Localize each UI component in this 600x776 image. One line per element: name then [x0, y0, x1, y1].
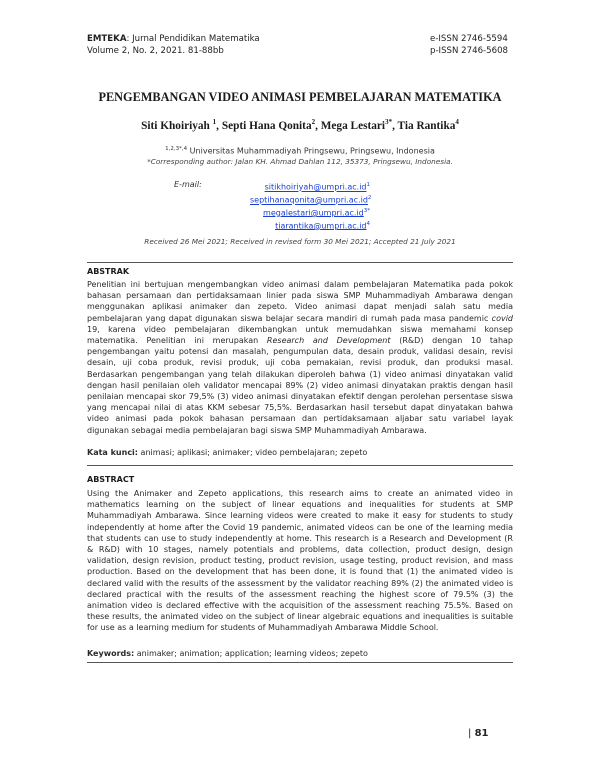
abstract-keywords [87, 648, 513, 659]
abstrak-text-3: (R&D) dengan 10 tahap pengembangan yaitu potensi dan masalah, pengumpulan data, desain produk, validasi desain, revisi desain, uji coba produk, revisi produk, uji coba pemakaian, revisi produk, dan produksi masal. Berdasarkan pengembangan yang telah dilakukan diperoleh bahwa (1) video animasi dinyatakan valid dengan hasil penilaian oleh validator mencapai 89% (2) video animasi dinyatakan praktis dengan hasil penilaian mencapai skor 79,5% (3) video animasi dinyatakan efektif dengan perolehan persentase siswa yang mencapai nilai di atas KKM sebesar 75,5%. Berdasarkan hasil tersebut dapat dinyatakan bahwa video animasi pada pokok bahasan persamaan dan pertidaksamaan aljabar satu variabel layak digunakan sebagai media pembelajaran bagi siswa SMP Muhammadiyah Ambarawa. [87, 336, 514, 435]
affiliation-text: Universitas Muhammadiyah Pringsewu, Pringsewu, Indonesia [187, 146, 435, 156]
affiliation-sup: 1,2,3*,4 [165, 146, 188, 152]
email-sup: 3* [363, 207, 370, 214]
received-dates: Received 26 Mei 2021; Received in revised form 30 Mei 2021; Accepted 21 July 2021 [144, 237, 456, 246]
section-divider [87, 465, 513, 466]
section-divider [87, 662, 513, 663]
email-link[interactable]: septihanaqonita@umpri.ac.id [250, 195, 368, 205]
keywords-label: Kata kunci: [87, 448, 138, 457]
journal-header-left [87, 33, 260, 57]
email-sup: 1 [366, 182, 370, 188]
author-sup: 1 [212, 118, 217, 127]
section-divider [87, 262, 513, 263]
journal-name: EMTEKA [87, 34, 127, 44]
email-link[interactable]: megalestari@umpri.ac.id [263, 208, 364, 218]
abstrak-keywords [87, 447, 513, 458]
author-name: Tia Rantika [397, 120, 456, 132]
eissn: e-ISSN 2746-5594 [430, 34, 508, 44]
journal-header-right [430, 33, 508, 57]
keywords-text: animasi; aplikasi; animaker; video pembelajaran; zepeto [138, 448, 368, 457]
abstrak-heading: ABSTRAK [87, 267, 130, 276]
keywords-text: animaker; animation; application; learning videos; zepeto [134, 649, 368, 658]
abstract-body: Using the Animaker and Zepeto applications, this research aims to create an animated video in mathematics learning on the subject of linear equations and inequalities for students at SMP Muhammadiyah Ambarawa. Since learning videos were created to make it easy for students to study independently at home after the Covid 19 pandemic, animated videos can be one of the learning media that students can use to study independently at home. This research is a Research and Development (R & R&D) with 10 stages, namely potentials and problems, data collection, product design, design validation, design revision, product testing, product revision, usage testing, product revision, and mass production. Based on the development that has been done, it is found that (1) the animated video is declared valid with the results of the assessment by the validator reaching 89% (2) the animated video is declared practical with the results of the assessment reaching the highest score of 79.5% (3) the animation video is declared effective with the acquisition of the assessment reaching 75.5%. Based on these results, the animated video on the subject of linear algebraic equations and inequalities is suitable for use as a learning medium for students of Muhammadiyah Ambarawa Middle School. [87, 489, 513, 633]
email-label: E-mail: [174, 180, 202, 189]
author-name: Siti Khoiriyah [141, 120, 210, 132]
abstrak-text-1: Penelitian ini bertujuan mengembangkan video animasi dalam pembelajaran Matematika pada pokok bahasan persamaan dan pertidaksamaan linier pada siswa SMP Muhammadiyah Ambarawa dengan menggunakan aplikasi animaker dan zepeto. Video animasi dapat menjadi salah satu media pembelajaran yang dapat digunakan siswa belajar secara mandiri di rumah pada masa pandemic [87, 280, 513, 323]
page-number: | 81 [468, 728, 489, 739]
abstrak-text-rnd: Research and Development [266, 336, 391, 346]
author-name: Septi Hana Qonita [221, 120, 312, 132]
page-number-value: 81 [474, 728, 489, 739]
journal-subtitle: : Jurnal Pendidikan Matematika [126, 34, 260, 44]
author-sup: 4 [455, 118, 459, 127]
abstrak-text-covid: covid [491, 313, 513, 323]
volume-info: Volume 2, No. 2, 2021. 81-88bb [87, 46, 224, 56]
author-sup: 3* [385, 118, 393, 127]
email-link[interactable]: sitikhoiriyah@umpri.ac.id [264, 182, 367, 192]
email-sup: 4 [366, 220, 370, 227]
author-name: Mega Lestari [320, 120, 386, 132]
abstrak-body [87, 279, 513, 436]
author-sup: 2 [311, 118, 316, 127]
affiliation [0, 146, 600, 156]
email-sup: 2 [367, 194, 372, 201]
email-list [250, 180, 370, 231]
pissn: p-ISSN 2746-5608 [430, 46, 509, 56]
corresponding-author: *Corresponding author: Jalan KH. Ahmad Dahlan 112, 35373, Pringsewu, Indonesia. [147, 157, 453, 166]
abstract-heading: ABSTRACT [87, 475, 135, 484]
author-list: Siti Khoiriyah $^1$, Septi Hana Qonita$^2$, Mega Lestari$^{3*}$, Tia Rantika$^4$ [141, 118, 459, 132]
abstrak-text-2: 19, karena video pembelajaran dikembangkan untuk memudahkan siswa memahami konsep matematika. Penelitian ini merupakan [87, 324, 513, 346]
keywords-label: Keywords: [87, 649, 135, 658]
email-link[interactable]: tiarantika@umpri.ac.id [275, 221, 367, 231]
paper-title: PENGEMBANGAN VIDEO ANIMASI PEMBELAJARAN MATEMATIKA [98, 90, 502, 104]
